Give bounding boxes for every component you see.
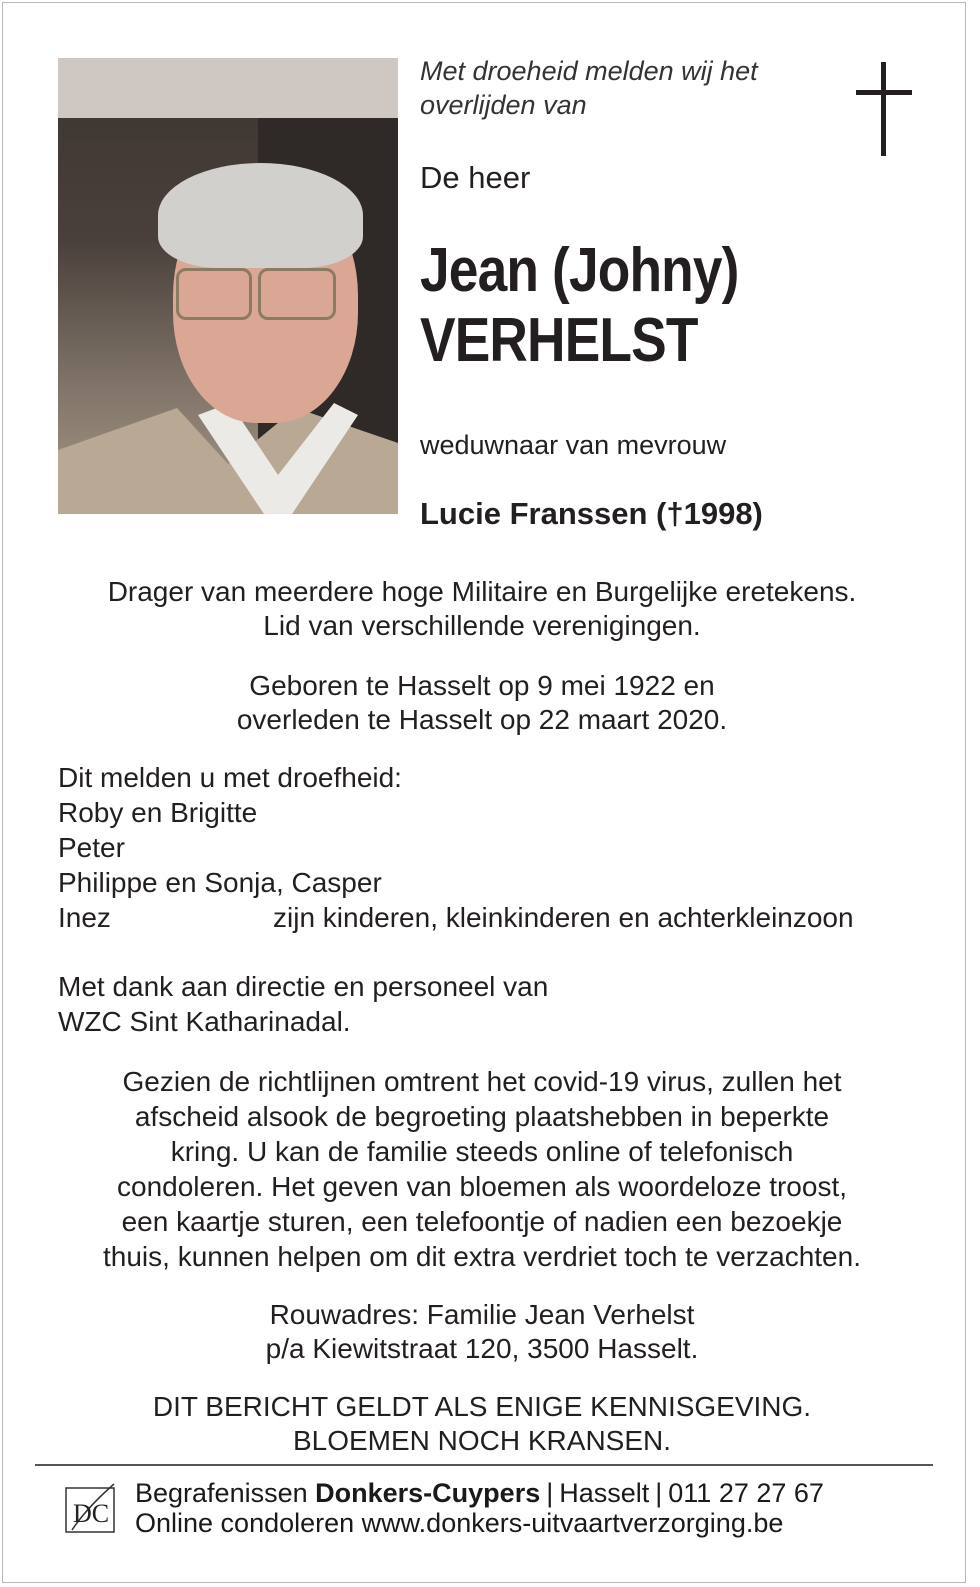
honours-line-1: Drager van meerdere hoge Militaire en Burgelijke eretekens. [107, 576, 857, 607]
covid-line: een kaartje sturen, een telefoontje of nadien een bezoekje [121, 1206, 843, 1237]
covid-line: afscheid alsook de begroeting plaatshebben in beperkte [134, 1101, 830, 1132]
deceased-last-name: VERHELST [420, 306, 698, 375]
photo-glasses-left [176, 268, 252, 320]
covid-line: thuis, kunnen helpen om dit extra verdriet toch te verzachten. [103, 1241, 861, 1272]
death-line: overleden te Hasselt op 22 maart 2020. [236, 704, 728, 735]
address-line-1: Rouwadres: Familie Jean Verhelst [269, 1299, 695, 1330]
footer-phone[interactable]: 011 27 27 67 [668, 1478, 824, 1508]
intro-line-2: overlijden van [420, 90, 587, 120]
notice-line-2: BLOEMEN NOCH KRANSEN. [292, 1425, 672, 1456]
family-relation: zijn kinderen, kleinkinderen en achterkleinzoon [273, 902, 854, 933]
portrait-photo [58, 58, 398, 514]
deceased-first-name: Jean (Johny) [420, 236, 739, 305]
spouse-intro: weduwnaar van mevrouw [420, 430, 727, 460]
cross-icon [856, 62, 912, 158]
notice-line-1: DIT BERICHT GELDT ALS ENIGE KENNISGEVING. [152, 1391, 812, 1422]
deceased-name [420, 236, 739, 376]
covid-line: Gezien de richtlijnen omtrent het covid-19 virus, zullen het [122, 1066, 842, 1097]
footer-line-1: Begrafenissen Donkers-Cuypers | Hasselt | 011 27 27 67 [135, 1478, 824, 1508]
mourning-address [40, 1298, 924, 1366]
title-prefix: De heer [420, 160, 531, 195]
family-list [58, 760, 854, 935]
covid-notice [40, 1064, 924, 1274]
thanks-line-2: WZC Sint Katharinadal. [58, 1006, 351, 1037]
honours-text [40, 575, 924, 643]
spouse-name: Lucie Franssen (†1998) [420, 496, 763, 531]
footer-prefix: Begrafenissen [135, 1478, 308, 1508]
honours-line-2: Lid van verschillende verenigingen. [263, 610, 701, 641]
footer-website-link[interactable]: www.donkers-uitvaartverzorging.be [361, 1508, 784, 1538]
footer-company: Donkers-Cuypers [315, 1478, 541, 1508]
footer-divider [35, 1464, 933, 1466]
address-line-2: p/a Kiewitstraat 120, 3500 Hasselt. [265, 1333, 699, 1364]
family-member: Roby en Brigitte [58, 797, 258, 828]
logo-letters: DC [72, 1499, 110, 1528]
thanks-text [58, 969, 548, 1039]
photo-hair [158, 163, 363, 268]
intro-line-1: Met droeheid melden wij het [420, 56, 758, 86]
covid-line: kring. U kan de familie steeds online of telefonisch [170, 1136, 794, 1167]
family-member: Peter [58, 832, 125, 863]
family-heading: Dit melden u met droefheid: [58, 762, 402, 793]
footer-city: Hasselt [559, 1478, 650, 1508]
photo-glasses-right [258, 268, 336, 320]
thanks-line-1: Met dank aan directie en personeel van [58, 971, 549, 1002]
life-dates [40, 669, 924, 737]
footer-line-2 [135, 1508, 783, 1538]
family-member: Inez [58, 902, 111, 933]
funeral-home-logo-icon [64, 1482, 118, 1536]
covid-line: condoleren. Het geven van bloemen als woordeloze troost, [117, 1171, 847, 1202]
intro-text [420, 54, 758, 122]
photo-wall [58, 58, 398, 118]
family-member: Philippe en Sonja, Casper [58, 867, 382, 898]
birth-line: Geboren te Hasselt op 9 mei 1922 en [249, 670, 715, 701]
footer-online-label: Online condoleren [135, 1508, 355, 1538]
final-notice [40, 1390, 924, 1458]
